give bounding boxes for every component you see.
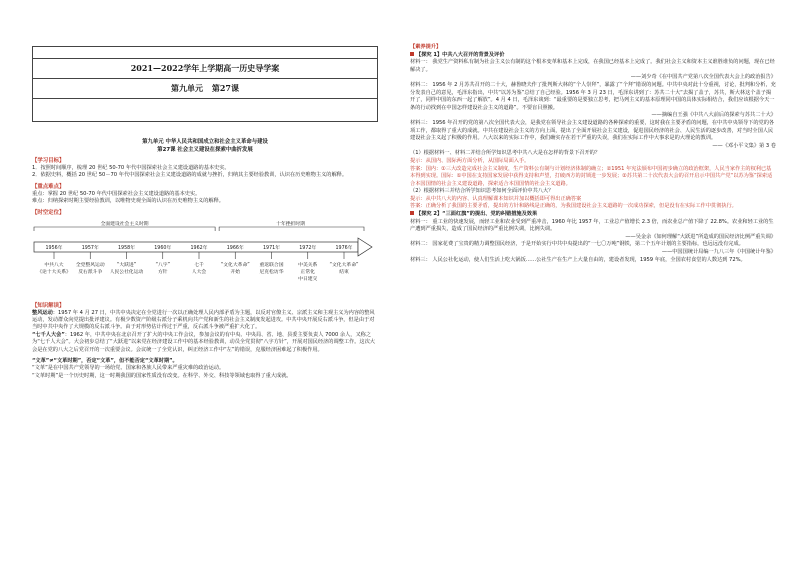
- timeline-event: 方针: [157, 269, 168, 275]
- knowledge-text-1: ：1957 年 4 月 27 日，中共中央决定在全党进行一次以正确处理人民内部矛盾为主题，以反对官僚主义、宗派主义和主观主义为内容的整风运动，发动群众向党提出批评建议。有极少数资产阶级右派分子乘机向共产党和新生的社会主义制度发起进攻。中共中央开展反右派斗争，但是由于对当时中共中央作了大规模的反右派斗争。由于对形势估计得过于严重，反右派斗争被严重扩大化了。: [32, 309, 375, 331]
- knowledge-heading: 【知识解读】: [32, 302, 65, 309]
- r-material-2-source: ——中国国统计局编一九八三年《中国统计年鉴》: [661, 249, 776, 256]
- band-bracket-left: [34, 227, 215, 231]
- timeline-event: 开始: [230, 269, 241, 275]
- square-bullet-icon: [410, 52, 414, 56]
- timeline-heading: 【时空定位】: [32, 209, 65, 216]
- r-material-1-source: ——吴金余《如何理解“大跃进”所造成的国民经济比例严重失调》: [625, 233, 776, 240]
- inquiry-2-title: [410, 211, 776, 219]
- band-label-right: 十年挫折时期: [276, 221, 305, 227]
- timeline-event: 结束: [339, 269, 349, 275]
- timeline-event: 正常化: [300, 269, 315, 275]
- timeline-event: “大跃进”: [116, 262, 137, 268]
- question-2: （2）根据材料三并结合所学知识思考如何全面评价中共八大？: [410, 188, 554, 195]
- key-point-item: 难点：归纳探索时期主要经验教训，以唯物史观全面的认识在历史唯物主义的解释。: [32, 198, 224, 205]
- timeline-event: 人民公社化运动: [109, 269, 144, 275]
- knowledge-paragraph-3b: “文革时期”是一个历史时期，这一时期我国的国家性质没有改变。在科学、外交、科技等领域也取得了重大成就。: [32, 372, 292, 379]
- timeline-event: 反右派斗争: [78, 269, 103, 275]
- question-1: （1）根据材料一、材料二并结合所学知识思考中共八大是在怎样的背景下召开的？: [410, 150, 601, 157]
- timeline-year: 1962年: [190, 245, 208, 251]
- timeline-arrow-icon: [358, 238, 372, 256]
- timeline-event: 中共八大: [44, 262, 64, 268]
- right-column: [410, 44, 776, 264]
- knowledge-paragraph-3a: “文革”是在中国共产党领导的一场给党、国家和各族人民带来严重灾难的政治运动。: [32, 365, 225, 372]
- question-1-answer: 答案：国内：①三大改造完成社会主义制度，生产资料公有制与计划经济体制的确立；②1951 年宪法颁布中国初步确立的政治框架，人民当家作主的权利已基本得到实现。国际：①中国在支持国家发展中获得支持和声望，打破西方的封锁进一步发展；②苏共第二十次代表大会的召开启示中国共产党“以苏为鉴”探索适合本国国情的社会主义建设道路，探索适合本国国情的社会主义道路。: [410, 165, 773, 187]
- term-zhengfeng: 整风运动: [32, 309, 53, 316]
- timeline-event: 《论十大关系》: [37, 269, 71, 275]
- material-2-source: ——摘编自王强《中共八大前后的探索与苏共二十大》: [651, 112, 776, 119]
- knowledge-paragraph-2: [32, 332, 378, 354]
- inquiry-1-text: 【探究 1】中共八大召开的背景及评价: [416, 51, 505, 58]
- timeline-event: “文化大革命”: [329, 262, 359, 268]
- header-title: 2021—2022学年上学期高一历史导学案: [33, 59, 377, 79]
- objectives-heading: 【学习目标】: [32, 158, 65, 164]
- r-material-3: 材料三： 人民公社化运动，使人们生活上吃大锅饭……公社生产在生产上大量自由的，建设者发现，1959 年底，全国农村食堂的人数达到 72%。: [410, 256, 746, 263]
- timeline-event: “文化大革命”: [220, 262, 250, 268]
- key-points-heading: 【重点难点】: [32, 183, 65, 190]
- timeline: [32, 219, 378, 299]
- timeline-year: 1958年: [117, 245, 136, 251]
- timeline-year: 1966年: [226, 245, 244, 251]
- material-1: 材料一： 我党生产资料私有制为社会主义公有制的这个根本变革和基本上完成，在我国已经基本上完成了。我们社会主义和资本主义谁胜谁负的问题，现在已经解决了。: [410, 59, 775, 73]
- inquiry-2-text: 【探究 2】“三面红旗”的提出、党的纠错措施及效果: [416, 211, 538, 218]
- material-3-source: ——《邓小平文集》第 3 卷: [712, 142, 776, 149]
- spacer: [32, 122, 378, 138]
- timeline-year: 1972年: [299, 245, 317, 251]
- timeline-event: 人大会: [191, 269, 207, 275]
- timeline-year: 1971年: [262, 245, 281, 251]
- objective-item: 1．按照时间顺序，梳理 20 世纪 50-70 年代中国探索社会主义建设道路的基本史实。: [32, 165, 230, 171]
- header-blank-row-2: [33, 99, 377, 121]
- timeline-event: 尼克松访华: [259, 269, 284, 275]
- material-2: 材料二： 1956 年 2 月苏共召开的二十大，赫鲁晓夫作了批判斯大林的“个人崇拜”，暴露了“个拜”错误的问题。中共中央对此十分重视，讨论，批判和分析，充分发表自己的意见，毛泽东指出，中共“以苏为鉴”总结了自己经验。1956 年 3 月 23 日，毛泽东讲到了：苏共二十大“去揭了盖子，苏共，斯大林这个盖子揭开了，同样中国的东西一起了解放”。4 月 4 日，毛泽东谈到：“最重要的是要独立思考，把马列主义的基本原理同中国的具体实际相结合，我们应该根据今天一条的行动找到在中国怎样建设社会主义的道路”。不要盲目照搬。: [410, 81, 776, 111]
- timeline-event: 全党整风运动: [75, 262, 105, 268]
- timeline-year: 1956年: [45, 245, 63, 251]
- knowledge-paragraph-1: [32, 310, 378, 332]
- left-column: [32, 46, 378, 380]
- r-material-1: 材料一： 重工业的快速发展，而轻工业和农业受到严重冲击，1960 年比 1957 年，工业总产值增长 2.3 倍，而农业总产值下降了 22.8%。农业和轻工业的生产遭到严重损失，造成了国民经济的严重比例失调，比例失调。: [410, 218, 774, 233]
- timeline-year: 1960年: [154, 245, 172, 251]
- timeline-event: 七千: [194, 262, 204, 268]
- literacy-heading: 【素养提升】: [410, 44, 442, 50]
- lesson-title: 第27课 社会主义建设在探索中曲折发展: [157, 147, 253, 153]
- header-blank-row: [33, 47, 377, 59]
- timeline-graphic: [32, 219, 378, 299]
- timeline-event: 重返联合国: [259, 262, 284, 268]
- key-point-item: 重点：掌握 20 世纪 50-70 年代中国探索社会主义建设道路的基本史实。: [32, 190, 201, 197]
- band-label-left: 全面建设社会主义时期: [100, 221, 149, 227]
- timeline-year: 1957年: [81, 245, 99, 251]
- band-bracket-right: [219, 227, 364, 231]
- r-material-2: 材料二： 国家花费了宝贵的精力调整国民经济，于是开始实行中共中央提出的“一七〇万吨”钢铁，第二个五年计划的主要指标，也远远没有完成。: [410, 241, 744, 248]
- question-1-hint: 提示：从国内、国际两方面分析，从国际局面入手。: [410, 157, 530, 164]
- timeline-event: 中美关系: [298, 262, 318, 268]
- material-1-source: ——刘少奇《在中国共产党第八次全国代表大会上的政治报告》: [630, 74, 776, 81]
- timeline-event: 中日建交: [298, 276, 318, 282]
- square-bullet-icon: [410, 211, 414, 215]
- material-3: 材料三： 1956 年召开的党的第八次全国代表大会，是我党在领导社会主义建设道路的各种探索的重要，这时我在主要矛盾的问题，在中共中央领导下的党的各项工作，都取得了重大的成就。中共在建设社会主义的方向上面，提出了全面开展社会主义建设，促进国民经济的社会、人民生活的逐步改善，对当时全国人民建设社会主义起了积极的作用。八大以来的实际工作中，我们确实存在若干严重的失误，我们在实际工作中大事求是的大理论的教训。: [410, 119, 775, 142]
- timeline-year: 1976年: [335, 245, 353, 251]
- question-2-answer: 答案：正确分析了我国的主要矛盾，提出的方针和路线是正确的，为我国建设社会主义道路的一次成功探索，但是没有在实际工作中贯彻执行。: [410, 203, 737, 210]
- knowledge-paragraph-3-title: “文革”≠“文革时期”，否定“文革”，但不能否定“文革时期”。: [32, 358, 178, 365]
- objective-item: 2．依据史料，概括 20 世纪 50－70 年代中国探索社会主义建设道路的成就与挫折，归纳其主要经验教训，认识在历史唯物主义的解释。: [32, 172, 348, 179]
- header-lesson: 第九单元 第27课: [33, 79, 377, 99]
- header-table: [32, 46, 378, 122]
- knowledge-text-2: ：1962 年，中共中央在北京召开了扩大的中央工作会议，参加会议的有中央、中央局、省、地、县委主要负责人 7000 余人，又称之为“七千人大会”。大会初步总结了“大跃进”以来党在经济建设工作中的基本经验教训，动员全党贯彻“八字方针”，开展对国民经济的调整工作。这次大会是在党的八大之后党召开的一次重要会议。会议统一了全党认识，纠正经济工作中“左”的错误，克服经济困难起了积极作用。: [32, 331, 375, 353]
- unit-title: 第九单元 中华人民共和国成立和社会主义革命与建设: [142, 139, 268, 145]
- timeline-event: “八字”: [155, 262, 171, 268]
- term-qiqian: “七千人大会”: [32, 331, 65, 338]
- question-2-hint: 提示：从中共八大的内容、认真理解课本知识并加以概括即可得出正确答案: [410, 195, 582, 202]
